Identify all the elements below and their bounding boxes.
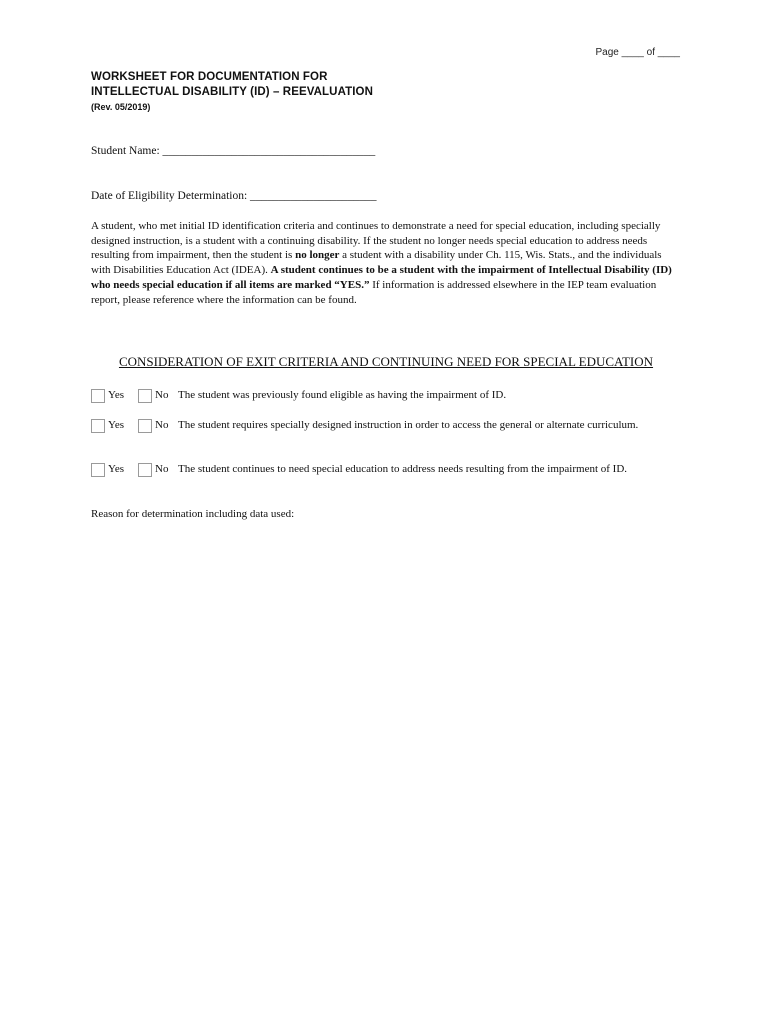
student-name-field[interactable]: Student Name: _____________________________________ (91, 145, 376, 157)
yes-label: Yes (108, 389, 125, 401)
intro-text-2: a student with a disability under Ch. 115, Wis. Stats., and the individuals with Disabilities Education Act (IDEA). (91, 249, 662, 277)
intro-bold-criteria: A student continues to be a student with the impairment of Intellectual Disability (ID) who needs special education if all items are marked “YES.” (91, 264, 672, 291)
no-label: No (155, 463, 169, 475)
criteria-row (91, 462, 681, 477)
no-checkbox[interactable] (138, 463, 152, 477)
intro-text-1: A student, who met initial ID identification criteria and continues to demonstrate a need for special education, including specially designed instruction, is a student with a continuing disability. If the student no longer needs special education to address needs resulting from impairment, then the student is (91, 220, 661, 262)
criteria-text: The student was previously found eligible as having the impairment of ID. (178, 389, 507, 401)
reason-label: Reason for determination including data used: (91, 508, 295, 520)
intro-text-3: If information is addressed elsewhere in the IEP team evaluation report, please reference where the information can be found. (91, 278, 657, 306)
no-checkbox[interactable] (138, 389, 152, 403)
criteria-text: The student requires specially designed instruction in order to access the general or alternate curriculum. (178, 419, 639, 431)
intro-bold-no-longer: no longer (295, 249, 340, 262)
worksheet-title (91, 70, 373, 114)
page-indicator: Page ____ of ____ (595, 47, 680, 58)
yes-checkbox[interactable] (91, 389, 105, 403)
yes-label: Yes (108, 463, 125, 475)
yes-checkbox[interactable] (91, 419, 105, 433)
criteria-text: The student continues to need special education to address needs resulting from the impairment of ID. (178, 463, 628, 475)
section-heading: CONSIDERATION OF EXIT CRITERIA AND CONTINUING NEED FOR SPECIAL EDUCATION (118, 354, 654, 369)
no-checkbox[interactable] (138, 419, 152, 433)
yes-checkbox[interactable] (91, 463, 105, 477)
title-line-2: INTELLECTUAL DISABILITY (ID) – REEVALUATION (91, 86, 374, 98)
no-label: No (155, 389, 169, 401)
intro-paragraph (91, 219, 681, 307)
criteria-row (91, 388, 681, 403)
title-line-1: WORKSHEET FOR DOCUMENTATION FOR (91, 71, 328, 83)
eligibility-date-field[interactable]: Date of Eligibility Determination: ______________________ (91, 190, 377, 202)
criteria-row (91, 418, 681, 433)
revision-date: (Rev. 05/2019) (91, 102, 151, 112)
no-label: No (155, 419, 169, 431)
yes-label: Yes (108, 419, 125, 431)
